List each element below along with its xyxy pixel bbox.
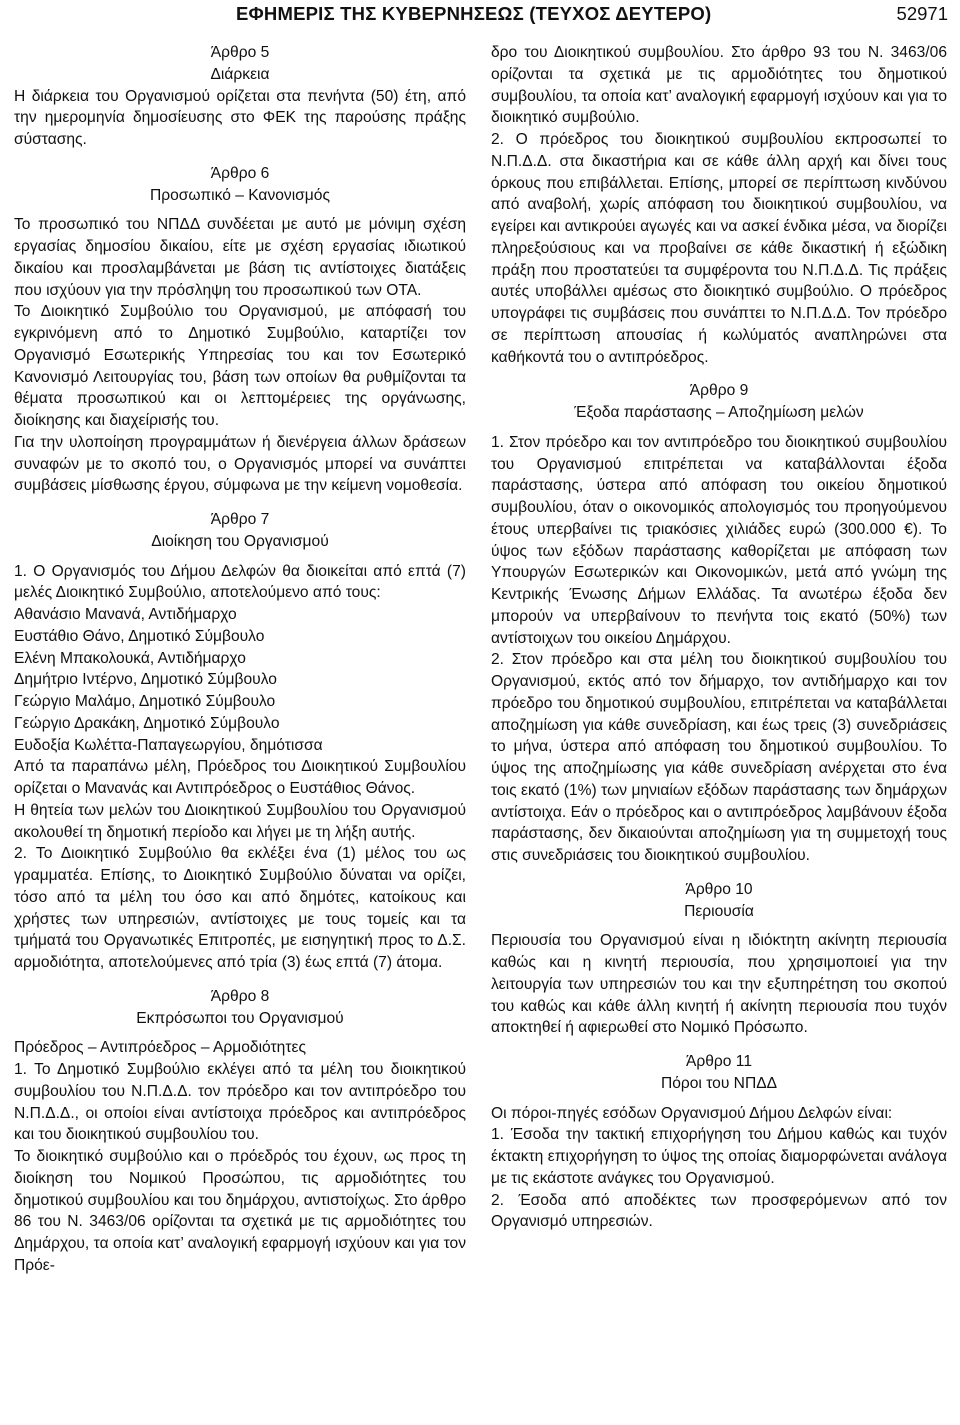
member-item: Δημήτριο Ιντέρνο, Δημοτικό Σύμβουλο [14,671,277,689]
page-header [0,0,960,28]
article-9-paragraph-1: 1. Στον πρόεδρο και τον αντιπρόεδρο του διοικητικού συμβουλίου του Οργανισμού επιτρέπεται να καταβάλλονται έξοδα παράστασης, ύστερα από απόφαση του οικείου δημοτικού συμβουλίου, όταν ο οικονομικός απολογισμός του προηγούμενου έτους υπερβαίνει τις τριακόσιες χιλιάδες ευρώ (300.000 €). Το ύψος των εξόδων παράστασης καθορίζεται με απόφαση των Υπουργών Εσωτερικών και Οικονομικών, μετά από γνώμη της Κεντρικής Ένωσης Δήμων Ελλάδας. Τα ανωτέρω έξοδα δεν μπορούν να υπερβαίνουν το πενήντα τοις εκατό (50%) των αντίστοιχων του οικείου Δημάρχου. [491,433,947,647]
member-item: Ελένη Μπακολουκά, Αντιδήμαρχο [14,649,246,667]
article-8-title: Άρθρο 8 [210,987,270,1005]
article-8-paragraph-1: 1. Το Δημοτικό Συμβούλιο εκλέγει από τα μέλη του διοικητικού συμβουλίου του Ν.Π.Δ.Δ. τον πρόεδρο και τον αντιπρόεδρο του Ν.Π.Δ.Δ., οι οποίοι είναι αντίστοιχα πρόεδρος και αντιπρόεδρος και του διοικητικού συμβουλίου του. [14,1061,466,1144]
left-column [14,42,466,1277]
article-8-subtitle: Εκπρόσωποι του Οργανισμού [136,1009,344,1027]
member-item: Ευδοξία Κωλέττα-Παπαγεωργίου, δημότισσα [14,736,323,754]
member-item: Ευστάθιο Θάνο, Δημοτικό Σύμβουλο [14,627,265,645]
article-6-paragraph-1: Το προσωπικό του ΝΠΔΔ συνδέεται με αυτό με μόνιμη σχέση εργασίας δημοσίου δικαίου, είτε με σχέση εργασίας ιδιωτικού δικαίου και προσλαμβάνεται με βάση τις αντίστοιχες διατάξεις που ισχύουν για την πρόσληψη του προσωπικού των ΟΤΑ. [14,216,466,299]
article-7-paragraph-3: Η θητεία των μελών του Διοικητικού Συμβουλίου του Οργανισμού ακολουθεί τη δημοτική περίοδο και λήγει με τη λήξη αυτής. [14,801,466,841]
article-11-paragraph-3: 2. Έσοδα από αποδέκτες των προσφερόμενων από τον Οργανισμό υπηρεσιών. [491,1191,947,1231]
article-10-paragraph: Περιουσία του Οργανισμού είναι η ιδιόκτητη ακίνητη περιουσία καθώς και η κινητή περιουσία, που χρησιμοποιεί για την λειτουργία των υπηρεσιών του και την εξυπηρέτηση του σκοπού του καθώς και κάθε άλλη κινητή ή ακίνητη περιουσία που τυχόν αποκτηθεί ή αφιερωθεί στο Νομικό Πρόσωπο. [491,932,947,1037]
article-11-subtitle: Πόροι του ΝΠΔΔ [660,1074,778,1092]
article-10-subtitle: Περιουσία [684,902,754,920]
article-6-subtitle: Προσωπικό – Κανονισμός [150,186,330,204]
member-item: Γεώργιο Δρακάκη, Δημοτικό Σύμβουλο [14,714,280,732]
right-column [491,42,947,1233]
article-6-paragraph-2: Το Διοικητικό Συμβούλιο του Οργανισμού, με απόφασή του εγκρινόμενη από το Δημοτικό Συμβούλιο, καταρτίζει τον Οργανισμό Εσωτερικής Υπηρεσίας του και τον Εσωτερικό Κανονισμό Λειτουργίας του, βάση των οποίων θα ρυθμίζονται τα θέματα προσωπικού και οι λεπτομέρειες της οργάνωσης, διοίκησης και διαχείρισής του. [14,303,466,429]
article-7-title: Άρθρο 7 [210,511,270,528]
article-8-heading: Πρόεδρος – Αντιπρόεδρος – Αρμοδιότητες [14,1039,306,1057]
article-6-title: Άρθρο 6 [210,164,270,182]
article-7-paragraph-1: 1. Ο Οργανισμός του Δήμου Δελφών θα διοικείται από επτά (7) μελές Διοικητικό Συμβούλιο, αποτελούμενο από τους: [14,562,466,602]
page-number: 52971 [896,3,948,24]
article-9-paragraph-2: 2. Στον πρόεδρο και στα μέλη του διοικητικού συμβουλίου του Οργανισμού, εκτός από τον δήμαρχο, τον αντιδήμαρχο και τον πρόεδρο του δημοτικού συμβουλίου, επιτρέπεται να καταβάλλεται αποζημίωση για κάθε συνεδρίαση, και έως τρεις (3) συνεδριάσεις το μήνα, ύστερα από απόφαση του δημοτικού συμβουλίου. Το ύψος της αποζημίωσης για κάθε συνεδρίαση ανέρχεται στο ένα τοις εκατό (1%) των μηνιαίων εξόδων παράστασης των δημάρχων αντίστοιχα. Εάν ο πρόεδρος και ο αντιπρόεδρος λαμβάνουν έξοδα παράστασης, δεν δικαιούνται αποζημίωση για τη συμμετοχή τους στις συνεδριάσεις του διοικητικού συμβουλίου. [491,651,947,864]
article-7-paragraph-2: Από τα παραπάνω μέλη, Πρόεδρος του Διοικητικού Συμβουλίου ορίζεται ο Μανανάς και Αντιπρόεδρος ο Ευστάθιος Θάνος. [14,758,466,797]
article-9-subtitle: Έξοδα παράστασης – Αποζημίωση μελών [574,404,864,421]
article-9-title: Άρθρο 9 [689,382,749,400]
article-11-paragraph-2: 1. Έσοδα την τακτική επιχορήγηση του Δήμου καθώς και τυχόν έκτακτη επιχορήγηση το ύψος της οποίας διαμορφώνεται ανάλογα με τις εκάστοτε ανάγκες του Οργανισμού. [491,1126,947,1187]
article-8-paragraph-continued: δρο του Διοικητικού συμβουλίου. Στο άρθρο 93 του Ν. 3463/06 ορίζονται τα σχετικά με τις αρμοδιότητες του δημοτικού συμβουλίου, τα οποία κατ’ αναλογική εφαρμογή ισχύουν και για το διοικητικό συμβούλιο. [491,44,947,127]
article-5-title: Άρθρο 5 [210,44,270,61]
article-7-subtitle: Διοίκηση του Οργανισμού [151,532,329,550]
article-8-paragraph-2: Το διοικητικό συμβούλιο και ο πρόεδρός του έχουν, ως προς τη διοίκηση του Νομικού Προσώπου, τις αρμοδιότητες του δημοτικού συμβουλίου και του δημάρχου, αντιστοίχως. Στο άρθρο 86 του Ν. 3463/06 ορίζονται τα σχετικά με τις αρμοδιότητες του Δημάρχου, τα οποία κατ’ αναλογική εφαρμογή ισχύουν και για τον Πρόε- [14,1148,466,1274]
article-8-paragraph-3: 2. Ο πρόεδρος του διοικητικού συμβουλίου εκπροσωπεί το Ν.Π.Δ.Δ. στα δικαστήρια και σε κάθε άλλη αρχή και δίνει τους όρκους που επιβάλλεται. Επίσης, μπορεί σε περίπτωση κινδύνου από αναβολή, χωρίς απόφαση του διοικητικού συμβουλίου, να εγείρει και αντικρούει αγωγές και να ασκεί ένδικα μέσα, να διορίζει πληρεξούσιους και να προβαίνει σε κάθε δικαστική ή εξώδικη πράξη που προστατεύει τα συμφέροντα του Ν.Π.Δ.Δ. Τις πράξεις αυτές υποβάλλει αμέσως στο διοικητικό συμβούλιο. Ο πρόεδρος υπογράφει τις συμβάσεις που συνάπτει το Ν.Π.Δ.Δ. Τον πρόεδρο σε περίπτωση απουσίας ή κωλύματός αναπληρώνει στα καθήκοντά του ο αντιπρόεδρος. [491,131,947,366]
member-item: Αθανάσιο Μανανά, Αντιδήμαρχο [14,606,237,623]
gazette-title: ΕΦΗΜΕΡΙΣ ΤΗΣ ΚΥΒΕΡΝΗΣΕΩΣ (ΤΕΥΧΟΣ ΔΕΥΤΕΡΟ) [236,3,712,24]
article-6-paragraph-3: Για την υλοποίηση προγραμμάτων ή διενέργεια άλλων δράσεων συναφών με το σκοπό του, ο Οργανισμός μπορεί να συνάπτει συμβάσεις μίσθωσης έργου, σύμφωνα με την κείμενη νομοθεσία. [14,433,466,495]
article-10-title: Άρθρο 10 [685,880,753,898]
member-item: Γεώργιο Μαλάμο, Δημοτικό Σύμβουλο [14,693,276,710]
article-7-paragraph-4: 2. Το Διοικητικό Συμβούλιο θα εκλέξει ένα (1) μέλος του ως γραμματέα. Επίσης, το Διοικητικό Συμβούλιο δύναται να ορίζει, τόσο από τα μέλη του όσο και από δημότες, κατοίκους και χρήστες των υπηρεσιών, αντίστοιχες με τους τομείς και τα τμήματά του Οργανωτικές Επιτροπές, με εισηγητική προς το Δ.Σ. αρμοδιότητα, αποτελούμενες από τρία (3) έως επτά (7) άτομα. [14,845,466,971]
article-11-paragraph-1: Οι πόροι-πηγές εσόδων Οργανισμού Δήμου Δελφών είναι: [491,1104,893,1122]
article-11-title: Άρθρο 11 [685,1053,752,1070]
article-5-subtitle: Διάρκεια [210,65,270,83]
article-5-paragraph: Η διάρκεια του Οργανισμού ορίζεται στα πενήντα (50) έτη, από την ημερομηνία δημοσίευσης στο ΦΕΚ της παρούσης πράξης σύστασης. [14,87,466,148]
